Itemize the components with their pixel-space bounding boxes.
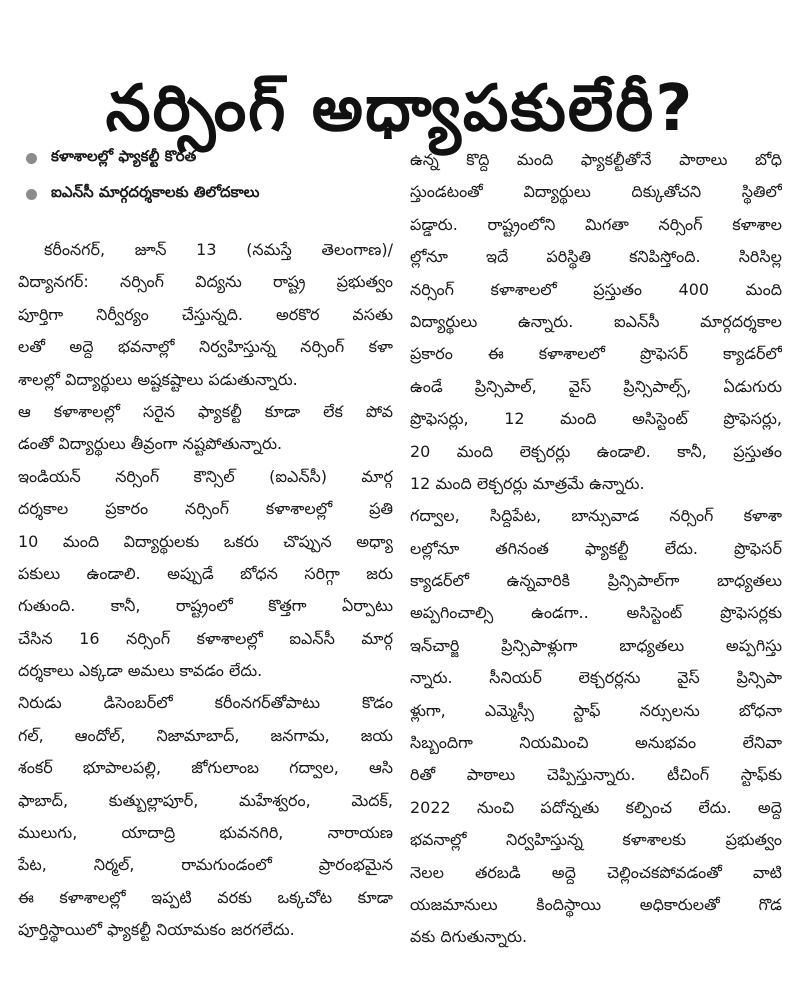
article-text-line: గద్వాల, సిద్దిపేట, బాన్సువాడ నర్సింగ్ కళాశా	[410, 506, 782, 526]
article-text-line: నిరుడు డిసెంబర్‌లో కరీంనగర్‌తోపాటు కొడం	[18, 693, 393, 713]
article-column-left	[18, 140, 393, 947]
article-text-line: పూర్తిస్థాయిలో ఫ్యాకల్టీ నియామకం జరగలేదు.	[18, 920, 295, 940]
article-text-line: లతో అద్దె భవనాల్లో నిర్వహిస్తున్న నర్సింగ్ కళా	[18, 337, 393, 357]
article-text-line: కరీంనగర్, జూన్ 13 (నమస్తే తెలంగాణ)/	[44, 240, 393, 259]
article-body-left	[18, 234, 393, 947]
subheading-bullets	[18, 140, 393, 212]
article-text-line: ఉండే ప్రిన్సిపాల్, వైస్ ప్రిన్సిపాల్స్, ఏడుగురు	[410, 376, 782, 396]
bullet-dot-icon	[26, 153, 37, 164]
article-text-line: ఈ కళాశాలల్లో ఇప్పటి వరకు ఒక్కచోట కూడా	[18, 887, 393, 907]
article-text-line: నెలల తరబడి అద్దె చెల్లించకపోవడంతో వాటి	[410, 862, 782, 882]
subheading-text: కళాశాలల్లో ఫ్యాకల్టీ కొరత	[51, 147, 197, 165]
article-text-line: ఫాబాద్, కుత్బుల్లాపూర్, మహేశ్వరం, మెదక్,	[18, 790, 393, 810]
article-text-line: గల్, ఆందోల్, నిజామాబాద్, జనగామ, జయ	[18, 725, 393, 745]
article-text-line: ఇన్‌చార్జి ప్రిన్సిపాళ్లుగా బాధ్యతలు అప్పగిస్తు	[410, 635, 782, 655]
article-text-line: ళ్లుగా, ఎమ్మెస్సీ స్టాఫ్ నర్సులను బోధనా	[410, 700, 782, 720]
article-text-line: స్తుండటంతో విద్యార్థులు దిక్కుతోచని స్థితిలో	[410, 182, 782, 202]
article-text-line: గుతుంది. కానీ, రాష్ట్రంలో కొత్తగా ఏర్పాటు	[18, 596, 393, 616]
article-text-line: 10 మంది విద్యార్థులకు ఒకరు చొప్పున అధ్యా	[18, 531, 393, 551]
article-headline: నర్సింగ్ అధ్యాపకులేరీ?	[105, 71, 695, 146]
article-column-right	[410, 144, 782, 954]
article-text-line: రితో పాఠాలు చెప్పిస్తున్నారు. టీచింగ్ స్టాఫ్‌కు	[410, 765, 782, 785]
article-text-line: భవనాల్లో నిర్వహిస్తున్న కళాశాలకు ప్రభుత్వం	[410, 830, 782, 850]
article-text-line: లల్లోనూ తగినంత ఫ్యాకల్టీ లేదు. ప్రొఫెసర్	[410, 538, 782, 558]
article-text-line: ఇండియన్ నర్సింగ్ కౌన్సిల్ (ఐఎన్‌సీ) మార్గ	[18, 466, 393, 486]
article-text-line: డంతో విద్యార్థులు తీవ్రంగా నష్టపోతున్నారు.	[18, 434, 283, 454]
article-text-line: దర్శకాల ప్రకారం నర్సింగ్ కళాశాలల్లో ప్రతి	[18, 499, 393, 519]
article-text-line: విద్యానగర్: నర్సింగ్ విద్యను రాష్ట్ర ప్రభుత్వం	[18, 272, 393, 292]
article-text-line: న్నారు. సీనియర్ లెక్చరర్లను వైస్ ప్రిన్సిపా	[410, 668, 782, 688]
article-text-line: 12 మంది లెక్చరర్లు మాత్రమే ఉన్నారు.	[410, 473, 645, 493]
article-text-line: ప్రకారం ఈ కళాశాలలో ప్రొఫెసర్ క్యాడర్‌లో	[410, 344, 782, 364]
article-text-line: 2022 నుంచి పదోన్నతు కల్పించ లేదు. అద్దె	[410, 797, 782, 817]
subheading-bullet	[18, 140, 393, 176]
article-text-line: ఆ కళాశాలల్లో సరైన ఫ్యాకల్టీ కూడా లేక పోవ	[18, 401, 393, 421]
article-text-line: 20 మంది లెక్చరర్లు ఉండాలి. కానీ, ప్రస్తుతం	[410, 441, 782, 461]
article-text-line: శాలల్లో విద్యార్థులు అష్టకష్టాలు పడుతున్నారు.	[18, 369, 298, 389]
article-text-line: క్యాడర్‌లో ఉన్నవారికి ప్రిన్సిపాల్‌గా బాధ్యతలు	[410, 571, 782, 591]
article-text-line: నర్సింగ్ కళాశాలలో ప్రస్తుతం 400 మంది	[410, 279, 782, 299]
subheading-bullet	[18, 176, 393, 212]
article-text-line: ప్రొఫెసర్లు, 12 మంది అసిస్టెంట్ ప్రొఫెసర్లు,	[410, 409, 782, 429]
article-text-line: విద్యార్థులు ఉన్నారు. ఐఎన్‌సీ మార్గదర్శకాల	[410, 311, 782, 331]
bullet-dot-icon	[26, 189, 37, 200]
article-text-line: పకులు ఉండాలి. అప్పుడే బోధన సరిగ్గా జరు	[18, 563, 393, 583]
article-text-line: శంకర్ భూపాలపల్లి, జోగులాంబ గద్వాల, ఆసి	[18, 758, 393, 778]
article-text-line: యజమానులు కిందిస్థాయి అధికారులతో గొడ	[410, 894, 782, 914]
article-text-line: దర్శకాలు ఎక్కడా అమలు కావడం లేదు.	[18, 661, 263, 681]
article-text-line: సిబ్బందిగా నియమించి అనుభవం లేనివా	[410, 733, 782, 753]
article-text-line: వకు దిగుతున్నారు.	[410, 927, 528, 947]
article-text-line: పూర్తిగా నిర్వీర్యం చేస్తున్నది. అరకొర వసతు	[18, 304, 393, 324]
subheading-text: ఐఎన్‌సీ మార్గదర్శకాలకు తిలోదకాలు	[51, 183, 260, 201]
article-text-line: అప్పగించాల్సి ఉండగా.. అసిస్టెంట్ ప్రొఫెసర్లకు	[410, 603, 782, 623]
article-text-line: ములుగు, యాదాద్రి భువనగిరి, నారాయణ	[18, 823, 393, 843]
article-text-line: పేట, నిర్మల్, రామగుండంలో ప్రారంభమైన	[18, 855, 393, 875]
article-text-line: ల్లోనూ ఇదే పరిస్థితి కనిపిస్తోంది. సిరిసిల్ల	[410, 247, 782, 267]
article-text-line: చేసిన 16 నర్సింగ్ కళాశాలల్లో ఐఎన్‌సీ మార్గ	[18, 628, 393, 648]
article-text-line: ఉన్న కొద్ది మంది ఫ్యాకల్టీతోనే పాఠాలు బోధి	[410, 150, 782, 169]
article-text-line: పడ్డారు. రాష్ట్రంలోని మిగతా నర్సింగ్ కళాశాల	[410, 214, 782, 234]
